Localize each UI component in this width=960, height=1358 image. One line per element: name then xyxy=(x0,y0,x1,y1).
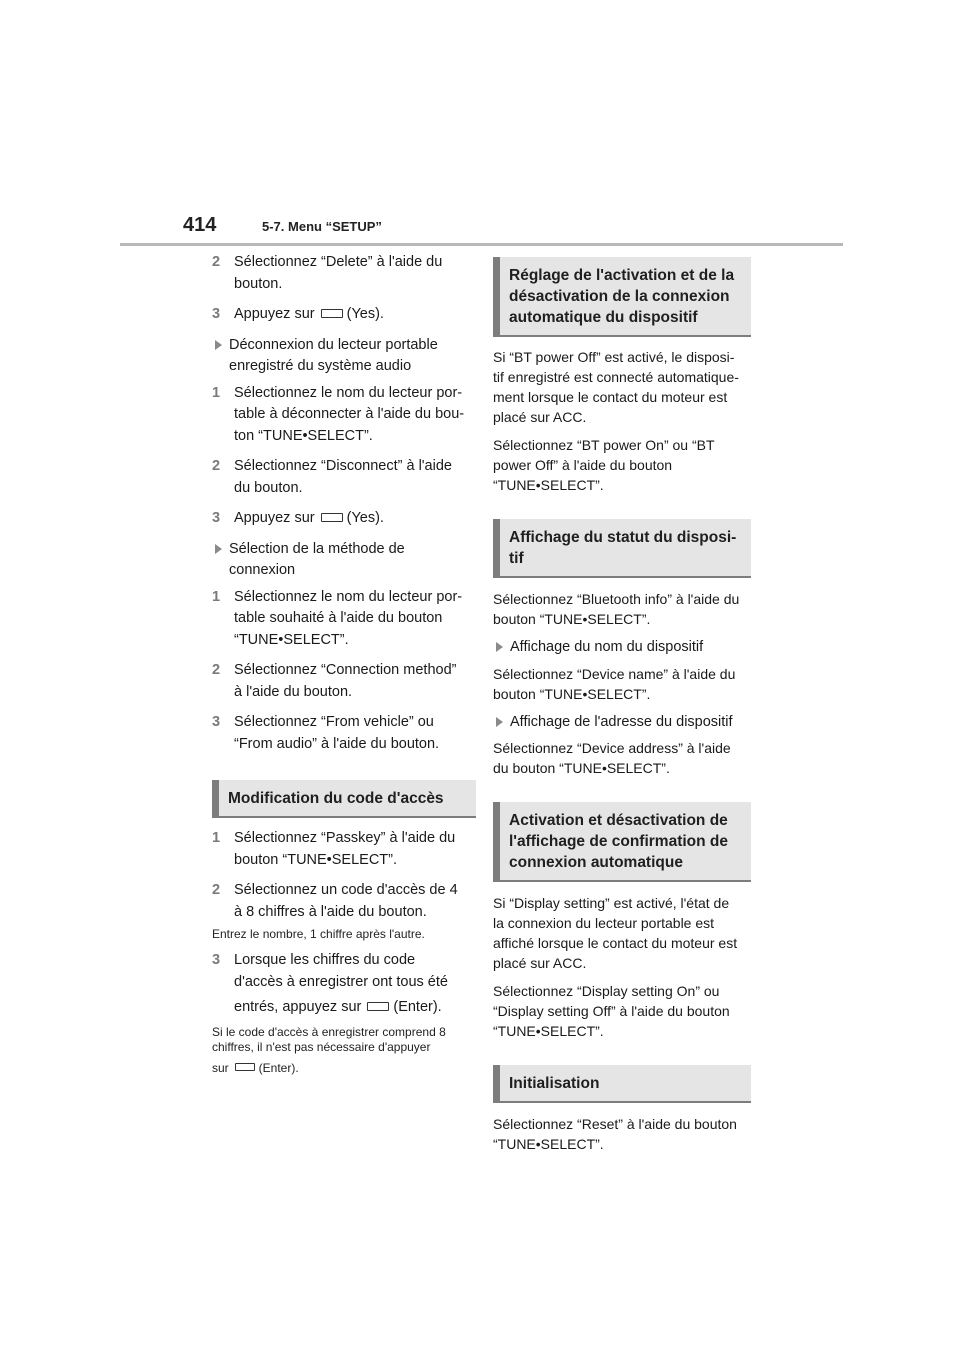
heading-text: connexion automatique xyxy=(509,854,683,871)
bullet-text: connexion xyxy=(229,562,296,578)
heading-text: tif xyxy=(509,550,524,567)
step-text: Sélectionnez “Delete” à l'aide du xyxy=(234,254,443,270)
step-text: Sélectionnez un code d'accès de 4 xyxy=(234,882,458,898)
step-text: (Yes). xyxy=(346,510,384,526)
button-icon xyxy=(235,1063,255,1071)
paragraph-line: Sélectionnez “Device address” à l'aide xyxy=(493,740,731,756)
bullet-text: enregistré du système audio xyxy=(229,358,412,374)
step-text: Appuyez sur xyxy=(234,510,315,526)
button-icon xyxy=(367,1002,389,1011)
section-title: 5-7. Menu “SETUP” xyxy=(262,219,382,234)
heading-text: Modification du code d'accès xyxy=(228,790,444,807)
section-heading xyxy=(212,780,476,818)
step-text: Sélectionnez le nom du lecteur por- xyxy=(234,384,463,401)
paragraph xyxy=(493,347,751,427)
paragraph-line: du bouton “TUNE•SELECT”. xyxy=(493,760,670,776)
paragraph-line: “Display setting Off” à l'aide du bouton xyxy=(493,1003,730,1019)
note-text: chiffres, il n'est pas nécessaire d'appuyer xyxy=(212,1039,431,1054)
paragraph-line: “TUNE•SELECT”. xyxy=(493,477,604,493)
section-heading xyxy=(493,257,751,337)
step-number: 3 xyxy=(212,952,221,968)
step-number: 3 xyxy=(212,510,221,526)
paragraph-line: power Off” à l'aide du bouton xyxy=(493,457,673,473)
heading-text: Activation et désactivation de xyxy=(509,812,728,829)
bullet-text: Affichage de l'adresse du dispositif xyxy=(510,713,733,730)
step-number: 3 xyxy=(212,306,221,322)
step-item xyxy=(212,880,474,923)
note-block xyxy=(212,1025,474,1076)
step-text: à l'aide du bouton. xyxy=(234,683,353,700)
step-text: Lorsque les chiffres du code xyxy=(234,952,416,968)
bullet-text: Déconnexion du lecteur portable xyxy=(229,336,438,353)
paragraph-line: “TUNE•SELECT”. xyxy=(493,1023,604,1039)
step-item xyxy=(212,660,474,703)
step-text: “From audio” à l'aide du bouton. xyxy=(234,735,440,752)
paragraph-line: Si “BT power Off” est activé, le disposi- xyxy=(493,349,735,365)
step-item xyxy=(212,252,474,295)
paragraph-line: “TUNE•SELECT”. xyxy=(493,1136,604,1152)
subsection-bullet xyxy=(212,539,474,582)
heading-text: automatique du dispositif xyxy=(509,309,698,326)
step-text: table à déconnecter à l'aide du bou- xyxy=(234,406,465,422)
step-text: entrés, appuyez sur xyxy=(234,999,362,1015)
step-text: Sélectionnez le nom du lecteur por- xyxy=(234,588,463,605)
step-item xyxy=(212,828,474,871)
note-text: sur xyxy=(212,1060,229,1075)
paragraph-line: la connexion du lecteur portable est xyxy=(493,915,715,931)
subsection-bullet xyxy=(493,712,751,734)
section-heading xyxy=(493,802,751,882)
paragraph-line: Si “Display setting” est activé, l'état de xyxy=(493,895,730,911)
triangle-bullet-icon xyxy=(496,642,503,652)
step-text: (Enter). xyxy=(393,999,442,1015)
paragraph-line: Sélectionnez “Reset” à l'aide du bouton xyxy=(493,1116,737,1132)
step-text: à 8 chiffres à l'aide du bouton. xyxy=(234,903,427,920)
header-divider xyxy=(120,243,843,246)
paragraph-line: placé sur ACC. xyxy=(493,955,587,971)
heading-text: désactivation de la connexion xyxy=(509,288,730,305)
paragraph-line: Sélectionnez “BT power On” ou “BT xyxy=(493,437,715,453)
heading-text: Affichage du statut du disposi- xyxy=(509,529,737,546)
step-text: ton “TUNE•SELECT”. xyxy=(234,427,373,444)
step-text: “TUNE•SELECT”. xyxy=(234,631,349,648)
paragraph xyxy=(493,981,751,1041)
button-icon xyxy=(321,309,343,318)
paragraph xyxy=(493,435,751,495)
step-item xyxy=(212,304,474,326)
bullet-text: Sélection de la méthode de xyxy=(229,540,405,557)
step-number: 2 xyxy=(212,458,221,474)
paragraph-line: placé sur ACC. xyxy=(493,409,587,425)
heading-text: Initialisation xyxy=(509,1075,600,1092)
paragraph-line: bouton “TUNE•SELECT”. xyxy=(493,611,651,627)
button-icon xyxy=(321,513,343,522)
paragraph-line: Sélectionnez “Bluetooth info” à l'aide du xyxy=(493,591,740,607)
note-text: Si le code d'accès à enregistrer comprend 8 xyxy=(212,1024,446,1039)
paragraph xyxy=(493,589,751,629)
step-number: 2 xyxy=(212,882,221,898)
paragraph xyxy=(493,664,751,704)
step-number: 2 xyxy=(212,662,221,678)
note-text: (Enter). xyxy=(258,1060,299,1075)
page-number: 414 xyxy=(183,214,217,236)
left-column xyxy=(212,252,474,1084)
step-text: Sélectionnez “Disconnect” à l'aide xyxy=(234,458,452,474)
step-item xyxy=(212,456,474,499)
paragraph-line: Sélectionnez “Display setting On” ou xyxy=(493,983,720,999)
step-number: 2 xyxy=(212,254,221,270)
step-item xyxy=(212,508,474,530)
step-text: (Yes). xyxy=(346,306,384,322)
step-text: table souhaité à l'aide du bouton xyxy=(234,610,443,626)
triangle-bullet-icon xyxy=(215,340,222,350)
step-number: 3 xyxy=(212,714,221,730)
section-heading xyxy=(493,519,751,578)
step-text: Sélectionnez “Passkey” à l'aide du xyxy=(234,830,456,846)
step-item xyxy=(212,587,474,652)
step-number: 1 xyxy=(212,588,221,605)
step-text: d'accès à enregistrer ont tous été xyxy=(234,973,448,990)
triangle-bullet-icon xyxy=(215,544,222,554)
triangle-bullet-icon xyxy=(496,717,503,727)
bullet-text: Affichage du nom du dispositif xyxy=(510,639,704,655)
step-text: Sélectionnez “From vehicle” ou xyxy=(234,714,434,730)
heading-text: l'affichage de confirmation de xyxy=(509,833,728,850)
step-text: bouton “TUNE•SELECT”. xyxy=(234,851,398,868)
paragraph-line: ment lorsque le contact du moteur est xyxy=(493,389,728,405)
step-number: 1 xyxy=(212,830,221,846)
subsection-bullet xyxy=(212,335,474,378)
step-text: du bouton. xyxy=(234,479,303,496)
step-text: Appuyez sur xyxy=(234,306,315,322)
paragraph-line: affiché lorsque le contact du moteur est xyxy=(493,935,738,951)
note-text: Entrez le nombre, 1 chiffre après l'autre. xyxy=(212,927,425,941)
step-number: 1 xyxy=(212,384,221,401)
step-item xyxy=(212,712,474,755)
subsection-bullet xyxy=(493,637,751,659)
step-item xyxy=(212,383,474,448)
step-text: bouton. xyxy=(234,275,283,292)
paragraph-line: tif enregistré est connecté automatique- xyxy=(493,369,739,385)
paragraph-line: Sélectionnez “Device name” à l'aide du xyxy=(493,665,736,682)
heading-text: Réglage de l'activation et de la xyxy=(509,267,735,284)
paragraph xyxy=(493,893,751,973)
paragraph xyxy=(493,738,751,778)
step-item xyxy=(212,950,474,1019)
section-heading xyxy=(493,1065,751,1103)
paragraph xyxy=(493,1114,751,1154)
right-column xyxy=(493,257,751,1162)
step-text: Sélectionnez “Connection method” xyxy=(234,662,457,678)
paragraph-line: bouton “TUNE•SELECT”. xyxy=(493,685,651,702)
